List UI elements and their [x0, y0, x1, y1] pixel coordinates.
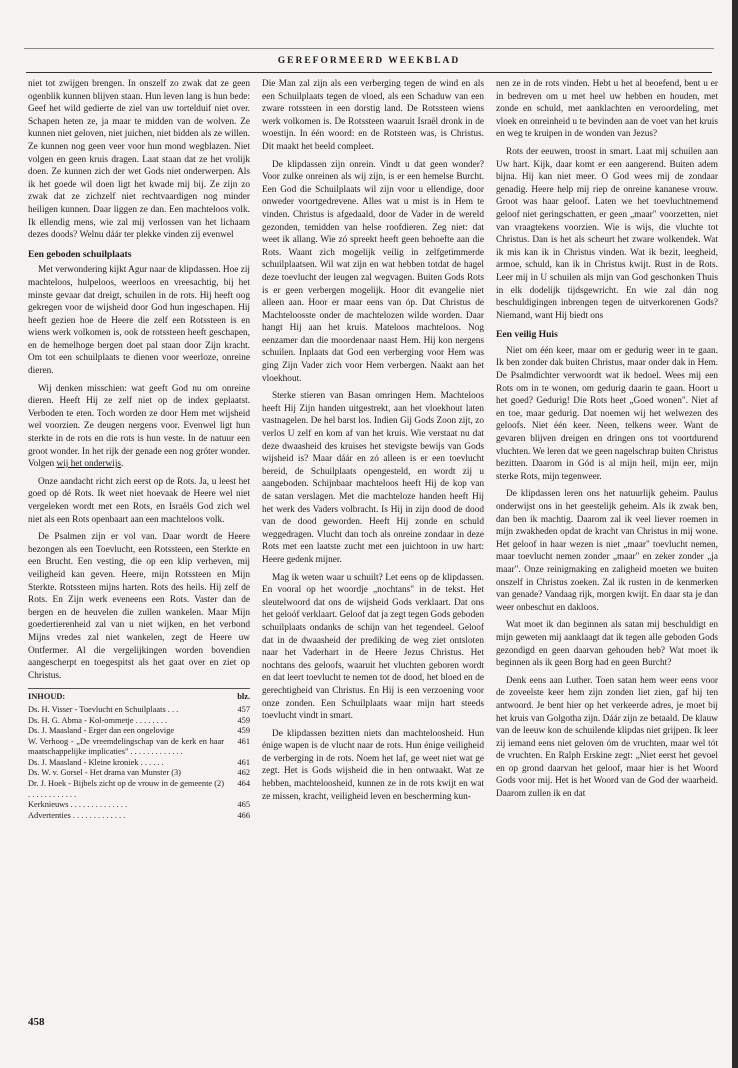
toc-entry-title: Dr. J. Hoek - Bijbels zicht op de vrouw in de gemeente (2) . . . . . . . . . . . .: [28, 779, 224, 799]
toc-entry-title: Kerknieuws . . . . . . . . . . . . . .: [28, 800, 128, 810]
toc-header: [28, 692, 250, 703]
scan-edge: [732, 0, 738, 1068]
paragraph: De klipdassen bezitten niets dan machteloosheid. Hun énige wapen is de vlucht naar de rots. Hun énige veiligheid de verberging in de rots. Noem het laf, ge weet niet wat ge zegt. Het is Gods wijsheid die in hen ontwaakt. Wat ze hebben, machteloosheid, kunnen ze in de rots kwijt en wat ze missen, kracht, veiligheid leven en bescherming kun-: [262, 728, 484, 802]
paragraph: Niet om één keer, maar om er gedurig weer in te gaan. Ik ben zonder dak buiten Christus, maar onder dak in Hem. De Psalmdichter verwoordt wat ik bedoel. Wees mij een Rots om in te wonen, om gedurig daarin te gaan. Hoort u het goed? Gedurig! Die Rots heet „Goed wonen". Niet af en toe, maar gedurig. Dat noemen wij het welwezen des geloofs. Niet één keer. Neen, telkens weer. Want de gevaren blijven dreigen en dringen ons tot voortdurend vluchten. We leren dat we geen nagelschrap buiten Christus bezitten. Daarom in Gód is al mijn heil, mijn eer, mijn sterke Rots, mijn tegenweer.: [496, 345, 718, 482]
paragraph: nen ze in de rots vinden. Hebt u het al beoefend, bent u er in bedreven om u met heel uw hebben en houden, met zonde en schuld, met aanklachten en veroordeling, met vloek en onreinheid u te bevinden aan de voet van het kruis en weg te kruipen in de wonden van Jezus?: [496, 79, 718, 140]
column-middle: [262, 78, 484, 808]
paragraph-text: Wij denken misschien: wat geeft God nu om onreine dieren. Heeft Hij ze zelf niet op de index geplaatst. Verboden te eten. Toch worden ze door Hem met wijsheid wel voorzien. Ze deugen nergens voor. Evenwel ligt hun sterkte in de rots en die rots is hun veste. In de natuur een groot wonder. In het rijk der genade een nog gróter wonder. Volgen: [28, 383, 250, 470]
toc-entry-title: W. Verhoog - „De vreemdelingschap van de kerk en haar maatschappelijke implicaties" . . . . . . . . . . . . .: [28, 736, 224, 757]
toc-entry: [28, 758, 250, 769]
toc-entry: [28, 737, 250, 758]
top-rule: [24, 48, 714, 49]
underlined-text: wij het onderwijs: [56, 459, 122, 470]
toc-entry-title: Ds. H. G. Abma - Kol-ommetje . . . . . . . .: [28, 715, 168, 725]
toc-entry: [28, 705, 250, 716]
toc-entry-page: 461: [237, 757, 250, 767]
paragraph: De Psalmen zijn er vol van. Daar wordt de Heere bezongen als een Toevlucht, een Rotssteen, een Sterkte en een Brucht. Een vesting, die op een klip verheven, mij veiligheid kan geven. Heere, mijn Rotssteen en Mijn Sterkte. Rotssteen mijns harten. Rots des heils. Hij zelf de Rots. En Zijn werk eveneens een Rots. Vaster dan de bergen en de heuvelen die zullen wankelen. Maar Mijn goedertierenheid zal van u niet wijken, en het verbond Mijns vredes zal niet wankelen, zegt de Heere uw Ontfermer. Al die vergelijkingen worden bovendien aangescherpt en toegespitst als het gaat over en ziet op Christus.: [28, 532, 250, 681]
toc-entry-page: 464: [237, 779, 250, 789]
toc-entry: [28, 726, 250, 737]
column-right: [496, 78, 718, 806]
paragraph: [28, 383, 250, 471]
toc-entry: [28, 768, 250, 779]
column-left: [28, 78, 250, 821]
section-heading: Een veilig Huis: [496, 329, 558, 341]
toc-page-label: blz.: [237, 692, 250, 702]
paragraph: Sterke stieren van Basan omringen Hem. Machteloos heeft Hij Zijn handen uitgestrekt, aan het vloekhout laten vastnagelen. De hel barst los. Indien Gij Gods Zoon zijt, zo verlos U zelf en kom af van het kruis. Wie verstaat nu dat deze dwaasheid des kruises het stevigste bewijs van Gods wijsheid is? Maar dáár en zó alleen is er een toevlucht bereid, de Schuilplaats opengesteld, en wordt zij u aangeboden. Schijnbaar machteloos heeft Hij de kop van de satan verslagen. Met die machteloze handen heeft Hij het werk des Vaders volbracht. Is Hij in zijn dood de dood van de dood geworden. Heeft Hij zonde en schuld weggedragen. Vlucht dan toch als onreine zondaar in deze Rots met een laatste zucht met een juichtoon in uw hart: Heere gedenk mijner.: [262, 391, 484, 565]
toc-entry: [28, 811, 250, 822]
section-heading: Een geboden schuilplaats: [28, 248, 132, 260]
table-of-contents: [28, 688, 250, 821]
paragraph: Rots der eeuwen, troost in smart. Laat mij schuilen aan Uw hart. Kijk, daar komt er een aangerend. Buiten adem bijna. Hij kan niet meer. O God wees mij de zondaar genadig. Heere help mij riep de onreine kananese vrouw. Groot was haar geloof. Laten we het toevluchtnemend geloof niet geringschatten, er geen „maar" voorzetten, niet van vraagtekens voorzien. Wie is wijs, die vluchte tot Christus. Dan is het als scheurt het zware wolkendek. Wat ik mis kan ik in Christus vinden. Wat ik bezit, leegheid, armoe, schuld, kan ik in Christus kwijt. Rust in de Rots. Leer mij in U schuilen als mijn van God geschonken Thuis in elk dodelijk tijdsgewricht. En wie zal dán nog beschuldigingen inbrengen tegen de uitverkorenen Gods? Niemand, want Hij biedt ons: [496, 146, 718, 321]
toc-entry-title: Ds. H. Visser - Toevlucht en Schuilplaats . . .: [28, 704, 179, 714]
paragraph: De klipdassen zijn onrein. Vindt u dat geen wonder? Voor zulke onreinen als wij zijn, is er een hemelse Burcht. Een God die Schuilplaats wil zijn voor u ellendige, door onweder voortgedrevene. Alles wat u mist is in Hem te vinden. Christus is afgedaald, door de Vader in de wereld gezonden, temidden van helse roofdieren. Zeg niet: dat weet ik allang. Wie zó spreekt heeft geen behoefte aan die Rots. Waant zich mogelijk veilig in zelfgetimmerde schuilplaatsen. Wil wat zijn en wat hebben totdat de hagel deze toevlucht der leugen zal wegvagen. Buiten Gods Rots is er geen verbergen mogelijk. Hoor dit evangelie niet alleen aan. Hoor er maar eens van óp. Dat Christus de Machteloosste onder de machtelozen wilde worden. Daar hangt Hij aan het kruis. Mateloos machteloos. Nog eenzamer dan die moordenaar naast Hem. Hij kon nergens schuilen. Inplaats dat God een verberging voor Hem was ging Zijn Vader zich voor Hem verbergen. Naakt aan het vloekhout.: [262, 159, 484, 384]
toc-entry-page: 462: [237, 768, 250, 778]
paragraph: Wat moet ik dan beginnen als satan mij beschuldigt en mijn geweten mij aanklaagt dat ik tegen alle geboden Gods gezondigd en geen daarvan gehouden heb? Wat moet ik beginnen als ik geen Borg had en geen Burcht?: [496, 620, 718, 669]
paragraph: niet tot zwijgen brengen. In onszelf zo zwak dat ze geen ogenblik kunnen blijven staan. Hun leven lang is hun bede: Geef het wild gedierte de ziel van uw tortelduif niet over. Schapen heten ze, ja maar te midden van de wolven. Ze kunnen niet geloven, niet juichen, niet bidden als ze willen. Ze kunnen nog geen veer voor hun mond wegblazen. Niet volgen en geen kruis dragen. Laat staan dat ze het vrolijk doen. Ze kunnen zich der wet Gods niet onderwerpen. Als ik het goede wil doen ligt het kwade mij bij. Ze zijn zo zwak dat ze zichzelf niet rechtvaardigen nog minder heiligen kunnen. Daar liggen ze dan. Een machteloos volk. Ik ellendig mens, wie zal mij verlossen van het lichaam dezes doods? Welnu dáár ter plekke vinden zij evenwel: [28, 79, 250, 241]
toc-entry-page: 461: [237, 736, 250, 746]
toc-rows: [28, 705, 250, 822]
toc-entry: [28, 716, 250, 727]
toc-heading: INHOUD:: [28, 692, 66, 702]
toc-entry-title: Ds. J. Maasland - Erger dan een ongelovige: [28, 726, 175, 736]
paragraph: De klipdassen leren ons het natuurlijk geheim. Paulus onderwijst ons in het geestelijk geheim. Als ik zwak ben, dan ben ik machtig. Daarom zal ik veel liever roemen in mijn zwakheden opdat de kracht van Christus in mij wone. Het geloof in haar wezen is niet „maar" toevlucht nemen, maar toevlucht nemen zonder „maar" en zeker zonder „ja maar". Onze reinigmaking en zaligheid moeten we buiten onszelf in Christus zoeken. Zal ik rusten in de kenmerken van genade? Vandaag rijk, morgen kwijt. En daar sta je dan weer onbeschut en dakloos.: [496, 489, 718, 613]
paragraph: Mag ik weten waar u schuilt? Let eens op de klipdassen. En vooral op het woordje „nochtans" in de tekst. Het sleutelwoord dat ons de wijsheid Gods verklaart. Dat ons het geloóf verklaart. Geloof dat ja zegt tegen Gods geboden schuilplaats ondanks de schijn van het tegendeel. Geloof dat in de dwaasheid der prediking de weg ziet ontsloten naar het Vaderhart in de Heere Jezus Christus. Het nochtans des geloofs, waaruit het vluchten geboren wordt en dat leert toevlucht te nemen tot de dood, het bloed en de gerechtigheid van Christus. En Hij is een verzoening voor onze zonden. Een Schuilplaats waar mijn hart steeds toevlucht vindt in smart.: [262, 572, 485, 722]
toc-entry-page: 465: [237, 800, 250, 810]
paragraph: Met verwondering kijkt Agur naar de klipdassen. Hoe zij machteloos, hulpeloos, weerloos en vreesachtig, bij het minste gevaar dat dreigt, schuilen in de rots. Hij heeft oog gekregen voor de wijsheid door God hun ingeschapen. Hij heeft gezien hoe de Heere die zelf een Rotssteen is en wiens werk volkomen is, ook de rotssteen heeft geschapen, en de hemelhoge bergen doet pal staan door Zijn kracht. Om tot een schuilplaats te dienen voor weerloze, onreine dieren.: [28, 265, 250, 377]
toc-entry-page: 457: [237, 704, 250, 714]
toc-entry-title: Ds. W. v. Gorsel - Het drama van Munster (3): [28, 768, 181, 778]
toc-entry-title: Ds. J. Maasland - Kleine kroniek . . . . . .: [28, 757, 164, 767]
paragraph: Denk eens aan Luther. Toen satan hem weer eens voor de zoveelste keer hem zijn zonden liet zien, gaf hij ten antwoord. Je bent hier op het verkeerde adres, je moet bij het kruis van Golgotha zijn. Dáár zijn ze betaald. De klauw van de leeuw kon de schuilende klipdas niet grijpen. Ik leer zij iemand eens niet geloven óm de vruchten, maar wel tót de vruchten. En Ralph Erskine zegt: „Niet eerst het gevoel en op grond daarvan het geloof, maar hier is het Woord Gods voor mij. Het is het Woord van de God der waarheid. Daarom zullen ik en dat: [496, 675, 718, 800]
page-number: 458: [28, 1016, 45, 1028]
toc-entry-title: Advertenties . . . . . . . . . . . . .: [28, 810, 126, 820]
paragraph: Die Man zal zijn als een verberging tegen de wind en als een Schuilplaats tegen de vloed, als een Schaduw van een zware rotssteen in een dorstig land. De Rotssteen wiens werk volkomen is. De Rotssteen waaruit Israël dronk in de woestijn. In één woord: en de Rotsteen was, is Christus. Dit maakt het beeld compleet.: [262, 79, 484, 152]
page-header: GEREFORMEERD WEEKBLAD: [277, 56, 461, 66]
paragraph: Onze aandacht richt zich eerst op de Rots. Ja, u leest het goed op dé Rots. Ik weet niet hoevaak de Heere wel niet vergeleken wordt met een Rots, en Israëls God zich wel niet als een Rots openbaart aan een machteloos volk.: [28, 476, 250, 525]
toc-entry: [28, 800, 250, 811]
toc-entry-page: 459: [237, 726, 250, 736]
toc-entry: [28, 779, 250, 800]
toc-entry-page: 466: [237, 810, 250, 820]
toc-entry-page: 459: [237, 715, 250, 725]
header-rule: [26, 72, 712, 73]
paragraph-text: .: [121, 459, 124, 470]
